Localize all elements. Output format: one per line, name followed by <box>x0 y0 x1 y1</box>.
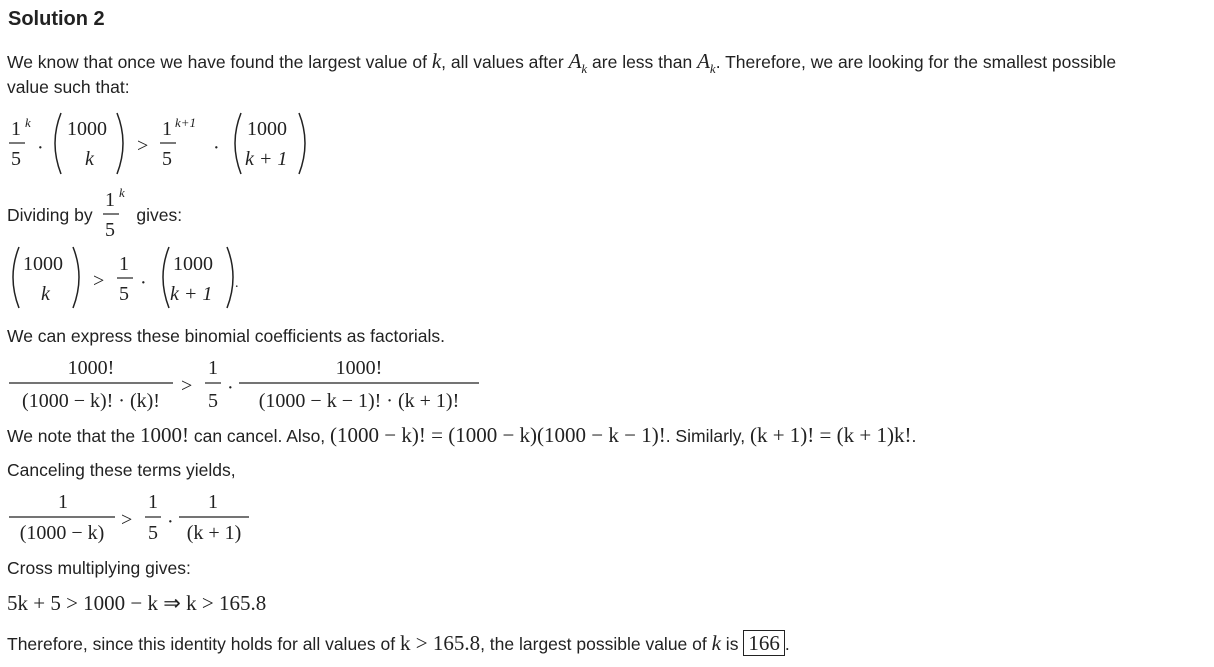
exponent-k: k <box>119 185 125 200</box>
final-text-b: , the largest possible value of <box>480 634 712 654</box>
binomial-bottom: k <box>41 283 50 305</box>
frac-denominator: (k + 1) <box>186 522 242 544</box>
cancel-text-b: can cancel. Also, <box>188 426 331 446</box>
intro-paragraph-line2: value such that: <box>7 77 130 97</box>
frac-denominator: 5 <box>148 522 158 544</box>
math-A: A <box>568 49 582 73</box>
final-text-c: is <box>720 634 744 654</box>
frac-denominator: (1000 − k)! · (k)! <box>22 390 160 412</box>
math-subscript-k: k <box>709 61 716 76</box>
fraction-one-fifth-power-k <box>100 184 134 240</box>
math-A: A <box>697 49 710 73</box>
final-paragraph <box>7 630 790 657</box>
dot-operator: · <box>227 377 234 399</box>
frac-numerator: 1000! <box>335 357 383 379</box>
frac-numerator: 1 <box>119 253 129 275</box>
frac-numerator: 1 <box>208 357 218 379</box>
cancel-paragraph <box>7 422 916 449</box>
math-1000-factorial: 1000! <box>139 423 189 447</box>
exponent-k: k <box>25 115 31 130</box>
frac-denominator: 5 <box>208 390 218 412</box>
inequality-binomial <box>5 108 325 182</box>
greater-than: > <box>121 509 133 531</box>
frac-denominator: (1000 − k) <box>19 522 105 544</box>
binomial-top: 1000 <box>67 118 107 140</box>
frac-denominator: 5 <box>119 283 129 305</box>
binomial-bottom: k + 1 <box>245 148 288 170</box>
inequality-factorials <box>5 352 485 416</box>
factorials-paragraph: We can express these binomial coefficients as factorials. <box>7 326 446 346</box>
frac-numerator: 1000! <box>67 357 115 379</box>
frac-numerator: 1 <box>105 189 115 211</box>
binomial-top: 1000 <box>173 253 213 275</box>
math-k: k <box>431 49 442 73</box>
math-expansion-1: (1000 − k)! = (1000 − k)(1000 − k − 1)! <box>330 423 666 447</box>
greater-than: > <box>137 135 149 157</box>
math-inequality: k > 165.8 <box>399 631 481 655</box>
frac-numerator: 1 <box>148 491 158 513</box>
intro-text-b: , all values after <box>441 52 569 72</box>
inequality-simplified <box>5 486 265 550</box>
greater-than: > <box>181 375 193 397</box>
math-subscript-k: k <box>581 61 588 76</box>
binomial-top: 1000 <box>23 253 63 275</box>
canceling-paragraph: Canceling these terms yields, <box>7 460 236 480</box>
dividing-line <box>7 202 182 228</box>
period: . <box>235 276 239 291</box>
answer-box: 166 <box>743 630 785 656</box>
frac-numerator: 1 <box>58 491 68 513</box>
frac-denominator: (1000 − k − 1)! · (k + 1)! <box>258 390 460 412</box>
dividing-text-a: Dividing by <box>7 205 93 225</box>
dividing-text-b: gives: <box>136 205 183 225</box>
dot-operator: · <box>213 137 220 159</box>
inequality-reduced <box>5 242 245 314</box>
cross-multiply-result: 5k + 5 > 1000 − k ⇒ k > 165.8 <box>7 591 267 615</box>
math-expansion-2: (k + 1)! = (k + 1)k! <box>749 423 912 447</box>
frac-numerator: 1 <box>11 118 21 140</box>
intro-paragraph-line1 <box>7 48 1116 77</box>
cancel-text-d: . <box>911 426 917 446</box>
frac-numerator: 1 <box>208 491 218 513</box>
cancel-text-a: We note that the <box>7 426 140 446</box>
intro-text-c: are less than <box>587 52 698 72</box>
frac-denominator: 5 <box>105 219 115 240</box>
frac-denominator: 5 <box>162 148 172 170</box>
dot-operator: · <box>167 511 174 533</box>
cross-multiply-paragraph: Cross multiplying gives: <box>7 558 191 578</box>
frac-denominator: 5 <box>11 148 21 170</box>
final-text-a: Therefore, since this identity holds for all values of <box>7 634 400 654</box>
greater-than: > <box>93 270 105 292</box>
binomial-bottom: k <box>85 148 94 170</box>
math-k: k <box>711 631 721 655</box>
cancel-text-c: . Similarly, <box>665 426 750 446</box>
binomial-bottom: k + 1 <box>170 283 213 305</box>
exponent-k-plus-1: k+1 <box>175 115 197 130</box>
solution-title: Solution 2 <box>8 8 105 30</box>
intro-text-d: . Therefore, we are looking for the smallest possible <box>715 52 1117 72</box>
frac-numerator: 1 <box>162 118 172 140</box>
dot-operator: · <box>37 137 44 159</box>
intro-text-a: We know that once we have found the largest value of <box>7 52 432 72</box>
final-text-d: . <box>784 634 790 654</box>
dot-operator: · <box>140 272 147 294</box>
binomial-top: 1000 <box>247 118 287 140</box>
